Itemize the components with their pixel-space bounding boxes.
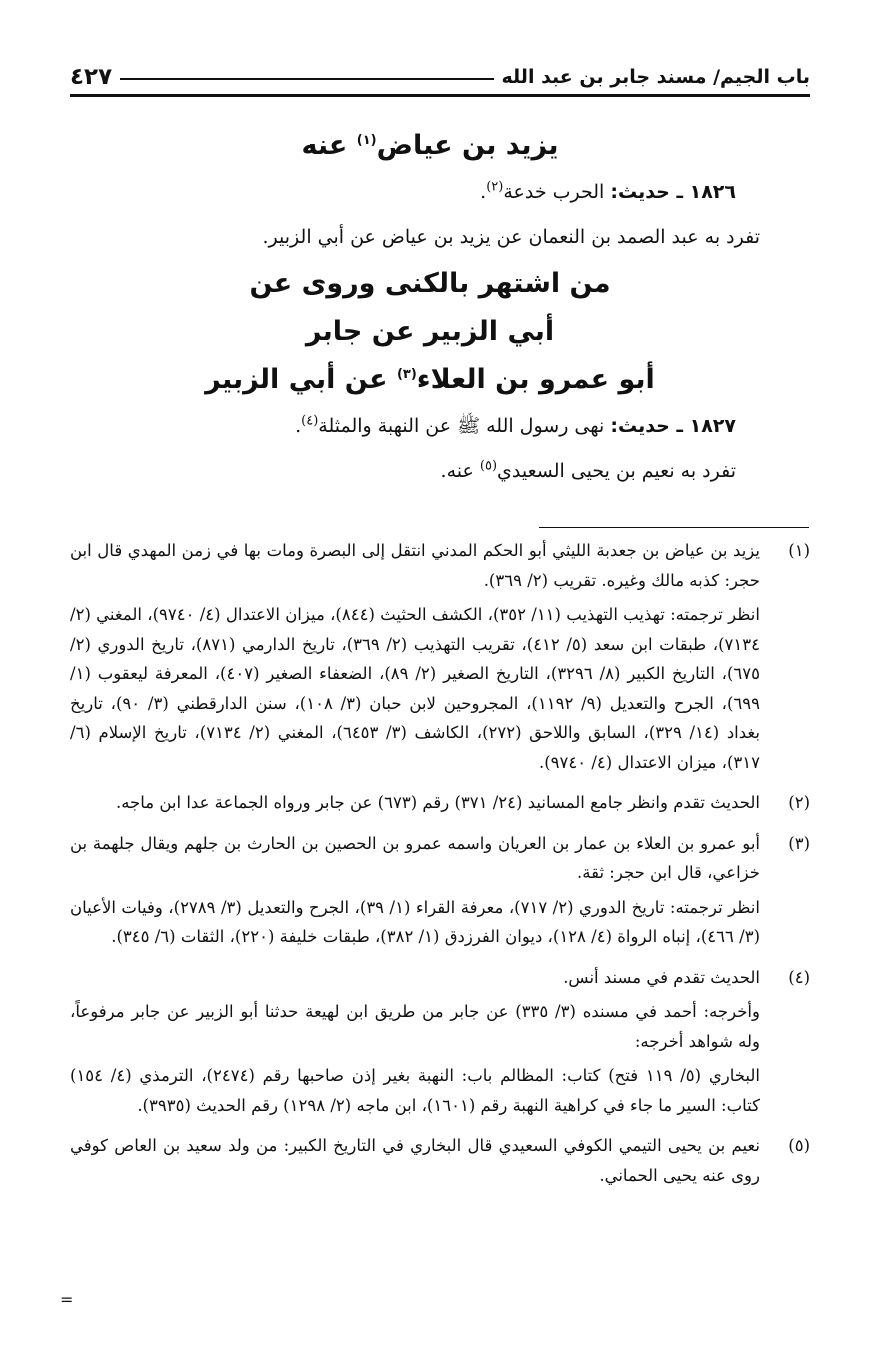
hadith-1826-text: الحرب خدعة: [503, 181, 611, 203]
footnote-paragraph: انظر ترجمته: تهذيب التهذيب (١١/ ٣٥٢)، الكشف الحثيث (٨٤٤)، ميزان الاعتدال (٤/ ٩٧٤٠)، المغني (٢/ ٧١٣٤)، طبقات ابن سعد (٥/ ٤١٢)، تقريب التهذيب (٢/ ٣٦٩)، تاريخ الدارمي (٨٧١)، تاريخ الدوري (٢/ ٦٧٥)، التاريخ الكبير (٨/ ٣٢٩٦)، التاريخ الصغير (٢/ ٨٩)، الضعفاء الصغير (٤٠٧)، المعرفة ليعقوب (١/ ٦٩٩)، الجرح والتعديل (٩/ ١١٩٢)، المجروحين لابن حبان (٣/ ١٠٨)، سنن الدارقطني (٣/ ٩٠)، تاريخ بغداد (١٤/ ٣٢٩)، السابق واللاحق (٢٧٢)، الكاشف (٣/ ٦٤٥٣)، المغني (٢/ ٧١٣٤)، تاريخ الإسلام (٦/ ٣١٧)، ميزان الاعتدال (٤/ ٩٧٤٠).: [70, 605, 760, 772]
footnote-marker: (٥): [788, 1136, 810, 1155]
margin-mark: =: [60, 1290, 74, 1309]
hadith-1826-end: .: [480, 181, 487, 203]
heading-kuna: من اشتهر بالكنى وروى عن: [249, 268, 611, 299]
running-header: [70, 52, 810, 94]
hadith-1826-note: تفرد به عبد الصمد بن النعمان عن يزيد بن عياض عن أبي الزبير.: [262, 226, 760, 248]
page-number: ٤٢٧: [70, 64, 113, 90]
footnote-ref-3: (٣): [396, 367, 417, 382]
main-text: [100, 122, 760, 494]
footnote-5: [70, 1131, 810, 1195]
heading-yazid-suffix: عنه: [301, 130, 357, 161]
footnote-body: [70, 788, 760, 823]
footnote-paragraph: الحديث تقدم في مسند أنس.: [563, 967, 760, 987]
hadith-1827-end: .: [295, 415, 302, 437]
footnote-paragraph: نعيم بن يحيى التيمي الكوفي السعيدي قال البخاري في التاريخ الكبير: من ولد سعيد بن العاص كوفي روى عنه يحيى الحماني.: [70, 1136, 760, 1185]
hadith-1827-number: ١٨٢٧ ـ حديث:: [610, 415, 736, 437]
footnote-ref-4: (٤): [301, 413, 319, 429]
hadith-1826-number: ١٨٢٦ ـ حديث:: [610, 181, 736, 203]
heading-abu-amr-suffix: عن أبي الزبير: [205, 364, 397, 395]
header-dash-line: [120, 78, 493, 80]
footnote-paragraph: البخاري (٥/ ١١٩ فتح) كتاب: المظالم باب: النهبة بغير إذن صاحبها رقم (٢٤٧٤)، الترمذي (٤/ ١٥٤) كتاب: السير ما جاء في كراهية النهبة رقم (١٦٠١)، ابن ماجه (٢/ ١٢٩٨) رقم الحديث (٣٩٣٥).: [70, 1066, 760, 1115]
footnote-marker: (١): [788, 541, 810, 560]
heading-abi-zubayr: أبي الزبير عن جابر: [305, 316, 555, 347]
footnote-body: [70, 536, 760, 782]
footnote-marker: (٣): [788, 833, 810, 853]
footnote-ref-2: (٢): [486, 179, 504, 195]
footnote-body: [70, 963, 760, 1126]
footnote-paragraph: الحديث تقدم وانظر جامع المسانيد (٢٤/ ٣٧١) رقم (٦٧٣) عن جابر ورواه الجماعة عدا ابن ماجه.: [115, 793, 760, 812]
heading-yazid: [100, 122, 760, 170]
heading-abu-amr-text: أبو عمرو بن العلاء: [416, 364, 655, 395]
hadith-1827-note: [100, 448, 760, 494]
footnote-ref-5: (٥): [479, 458, 498, 474]
footnote-body: [70, 829, 760, 957]
hadith-1827: [100, 404, 760, 448]
heading-yazid-text: يزيد بن عياض: [376, 130, 559, 161]
header-divider: [70, 94, 810, 97]
footnote-paragraph: أبو عمرو بن العلاء بن عمار بن العريان واسمه عمرو بن الحصين بن الحارث بن جلهم ويقال جلهمة بن خزاعي، قال ابن حجر: ثقة.: [70, 833, 760, 882]
footnote-ref-1: (١): [356, 133, 377, 148]
hadith-1826: [100, 170, 760, 214]
footnote-marker: (٤): [788, 967, 810, 987]
footnote-marker: (٢): [788, 793, 810, 812]
footnote-body: [70, 1131, 760, 1195]
footnote-separator: [539, 527, 809, 528]
footnote-paragraph: يزيد بن عياض بن جعدبة الليثي أبو الحكم المدني انتقل إلى البصرة ومات بها في زمن المهدي قال ابن حجر: كذبه مالك وغيره. تقريب (٢/ ٣٦٩).: [70, 541, 760, 590]
footnote-paragraph: وأخرجه: أحمد في مسنده (٣/ ٣٣٥) عن جابر من طريق ابن لهيعة حدثنا أبو الزبير عن جابر مرفوعاً، وله شواهد أخرجه:: [70, 1002, 760, 1051]
hadith-1827-note-suffix: عنه.: [440, 460, 480, 482]
footnote-2: [70, 788, 810, 823]
footnote-1: [70, 536, 810, 782]
footnote-paragraph: انظر ترجمته: تاريخ الدوري (٢/ ٧١٧)، معرفة القراء (١/ ٣٩)، الجرح والتعديل (٣/ ٢٧٨٩)، وفيات الأعيان (٣/ ٤٦٦)، إنباه الرواة (٤/ ١٢٨)، ديوان الفرزدق (١/ ٣٨٢)، طبقات خليفة (٢٢٠)، الثقات (٦/ ٣٤٥).: [70, 897, 760, 946]
footnotes: [70, 536, 810, 1201]
footnote-4: [70, 963, 810, 1126]
heading-abu-amr: [100, 356, 760, 404]
hadith-1827-note-text: تفرد به نعيم بن يحيى السعيدي: [497, 460, 736, 482]
header-title: باب الجيم/ مسند جابر بن عبد الله: [501, 66, 810, 88]
hadith-1827-text: نهى رسول الله ﷺ عن النهبة والمثلة: [318, 415, 611, 437]
footnote-3: [70, 829, 810, 957]
